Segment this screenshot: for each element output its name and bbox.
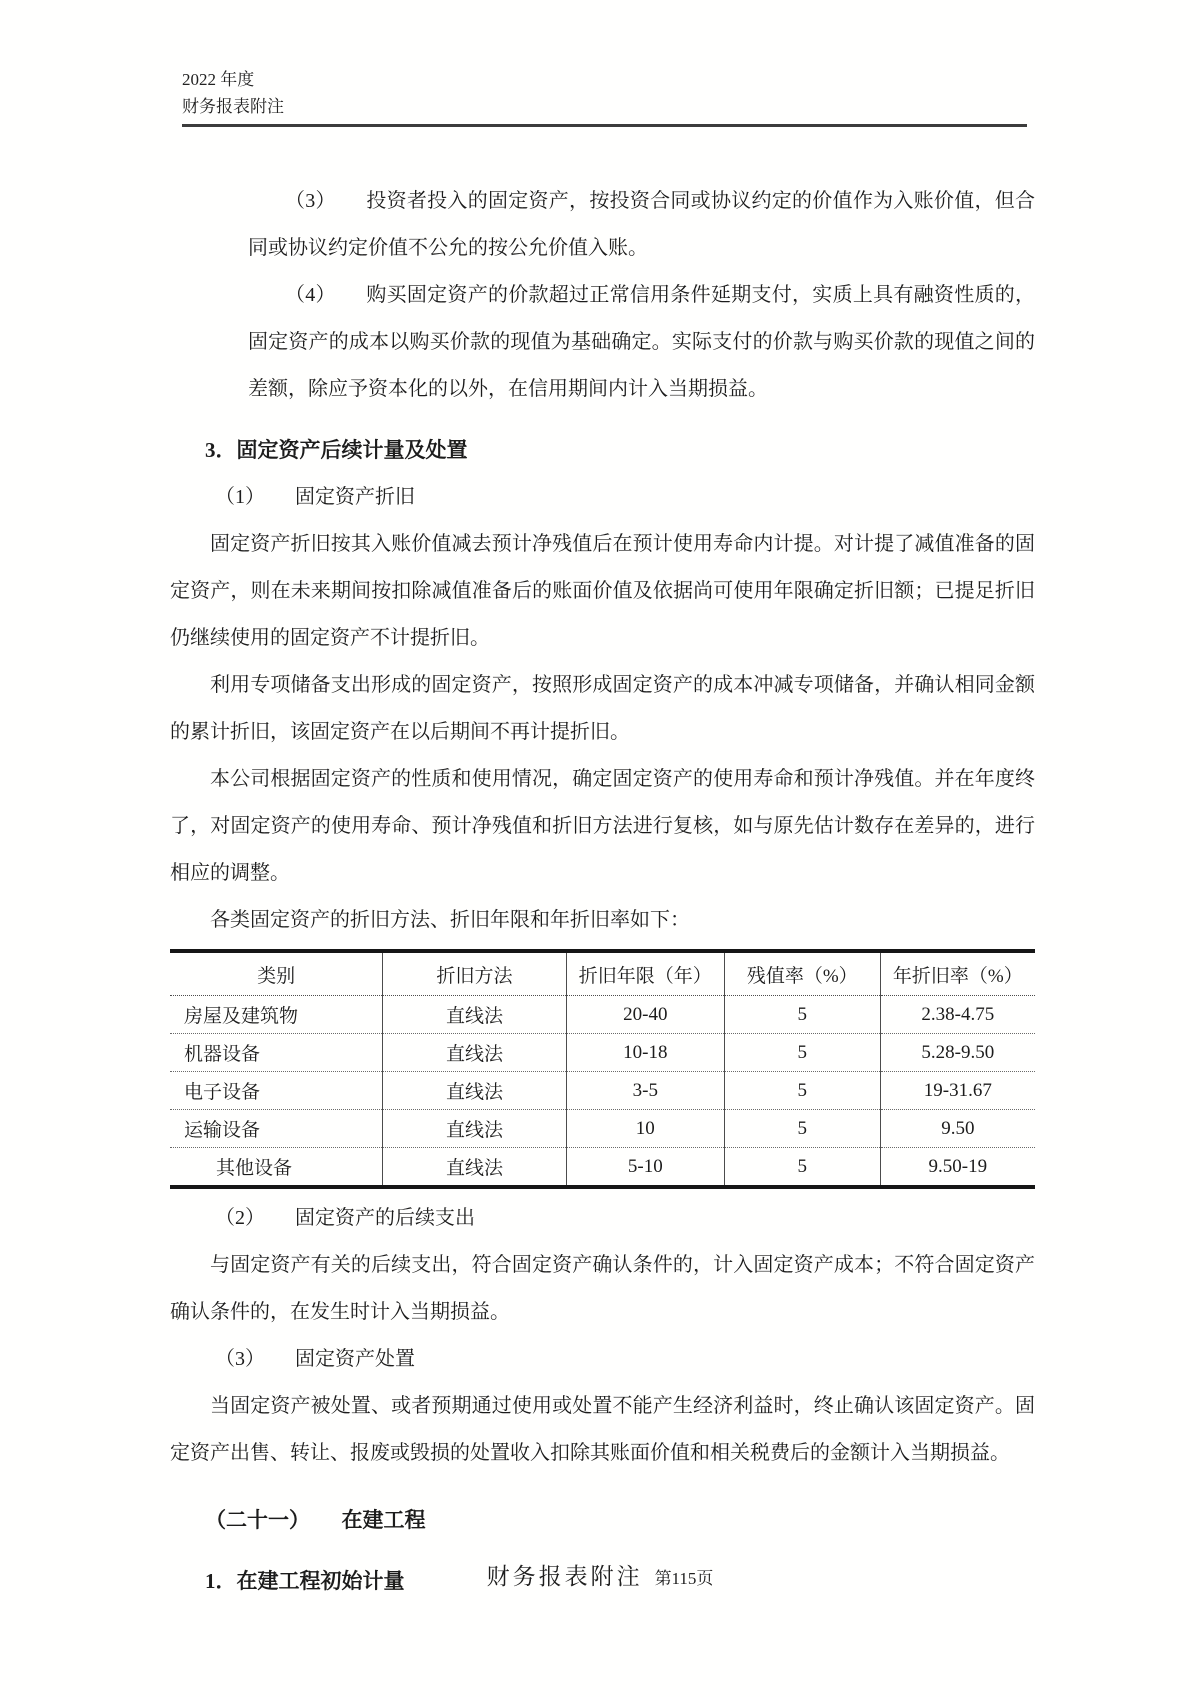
cell-category: 房屋及建筑物 [170, 996, 383, 1034]
document-body [170, 178, 1035, 1605]
heading-cip-initial-measurement: 1．在建工程初始计量 [205, 1569, 405, 1593]
table-row [170, 1148, 1035, 1188]
cell-years: 10-18 [566, 1034, 724, 1072]
cell-method: 直线法 [383, 996, 566, 1034]
table-header-method: 折旧方法 [383, 951, 566, 996]
header-year-line: 2022 年度 [182, 70, 255, 89]
subheading-depreciation: （1） 固定资产折旧 [215, 486, 415, 508]
paragraph-item-3: （3） 投资者投入的固定资产，按投资合同或协议约定的价值作为入账价值，但合同或协议约定价值不公允的按公允价值入账。 [248, 190, 1035, 259]
cell-category: 电子设备 [170, 1072, 383, 1110]
table-header-annual-rate: 年折旧率（%） [880, 951, 1035, 996]
cell-method: 直线法 [383, 1072, 566, 1110]
table-row [170, 1072, 1035, 1110]
table-row [170, 1110, 1035, 1148]
header-rule [182, 124, 1027, 127]
heading-fixed-asset-subsequent-measurement: 3．固定资产后续计量及处置 [205, 438, 468, 462]
depreciation-table [170, 949, 1035, 1189]
table-row [170, 996, 1035, 1034]
cell-residual-rate: 5 [724, 1034, 880, 1072]
cell-category: 运输设备 [170, 1110, 383, 1148]
table-header-row [170, 951, 1035, 996]
cell-annual-rate: 2.38-4.75 [880, 996, 1035, 1034]
paragraph-table-intro: 各类固定资产的折旧方法、折旧年限和年折旧率如下： [210, 909, 690, 931]
heading-construction-in-progress: （二十一） 在建工程 [205, 1508, 426, 1532]
subheading-subsequent-expenditure: （2） 固定资产的后续支出 [215, 1207, 475, 1229]
table-row [170, 1034, 1035, 1072]
page-header [182, 66, 1027, 127]
table-header-years: 折旧年限（年） [566, 951, 724, 996]
footer-title: 财务报表附注 [486, 1564, 643, 1589]
cell-residual-rate: 5 [724, 1110, 880, 1148]
footer-page-number: 第115页 [654, 1569, 714, 1588]
cell-annual-rate: 5.28-9.50 [880, 1034, 1035, 1072]
subheading-disposal: （3） 固定资产处置 [215, 1348, 415, 1370]
table-header-category: 类别 [170, 951, 383, 996]
paragraph-disposal: 当固定资产被处置、或者预期通过使用或处置不能产生经济利益时，终止确认该固定资产。固定资产出售、转让、报废或毁损的处置收入扣除其账面价值和相关税费后的金额计入当期损益。 [170, 1395, 1035, 1464]
cell-annual-rate: 9.50 [880, 1110, 1035, 1148]
paragraph-depreciation-2: 利用专项储备支出形成的固定资产，按照形成固定资产的成本冲减专项储备，并确认相同金额的累计折旧，该固定资产在以后期间不再计提折旧。 [170, 674, 1035, 743]
paragraph-depreciation-3: 本公司根据固定资产的性质和使用情况，确定固定资产的使用寿命和预计净残值。并在年度终了，对固定资产的使用寿命、预计净残值和折旧方法进行复核，如与原先估计数存在差异的，进行相应的调整。 [170, 768, 1035, 884]
cell-years: 10 [566, 1110, 724, 1148]
cell-method: 直线法 [383, 1148, 566, 1188]
cell-category: 机器设备 [170, 1034, 383, 1072]
paragraph-subsequent-expenditure: 与固定资产有关的后续支出，符合固定资产确认条件的，计入固定资产成本；不符合固定资产确认条件的，在发生时计入当期损益。 [170, 1254, 1035, 1323]
cell-residual-rate: 5 [724, 996, 880, 1034]
header-title-line: 财务报表附注 [182, 97, 284, 116]
paragraph-item-4: （4） 购买固定资产的价款超过正常信用条件延期支付，实质上具有融资性质的，固定资产的成本以购买价款的现值为基础确定。实际支付的价款与购买价款的现值之间的差额，除应予资本化的以外，在信用期间内计入当期损益。 [248, 284, 1035, 400]
table-header-residual-rate: 残值率（%） [724, 951, 880, 996]
paragraph-depreciation-1: 固定资产折旧按其入账价值减去预计净残值后在预计使用寿命内计提。对计提了减值准备的固定资产，则在未来期间按扣除减值准备后的账面价值及依据尚可使用年限确定折旧额；已提足折旧仍继续使用的固定资产不计提折旧。 [170, 533, 1035, 649]
cell-annual-rate: 9.50-19 [928, 1155, 988, 1177]
cell-annual-rate: 19-31.67 [880, 1072, 1035, 1110]
cell-category: 其他设备 [170, 1148, 383, 1188]
cell-years: 5-10 [566, 1148, 724, 1188]
cell-residual-rate: 5 [724, 1072, 880, 1110]
cell-method: 直线法 [383, 1110, 566, 1148]
cell-residual-rate: 5 [724, 1148, 880, 1188]
cell-method: 直线法 [383, 1034, 566, 1072]
cell-years: 3-5 [566, 1072, 724, 1110]
page-footer [0, 1558, 1200, 1591]
cell-years: 20-40 [566, 996, 724, 1034]
